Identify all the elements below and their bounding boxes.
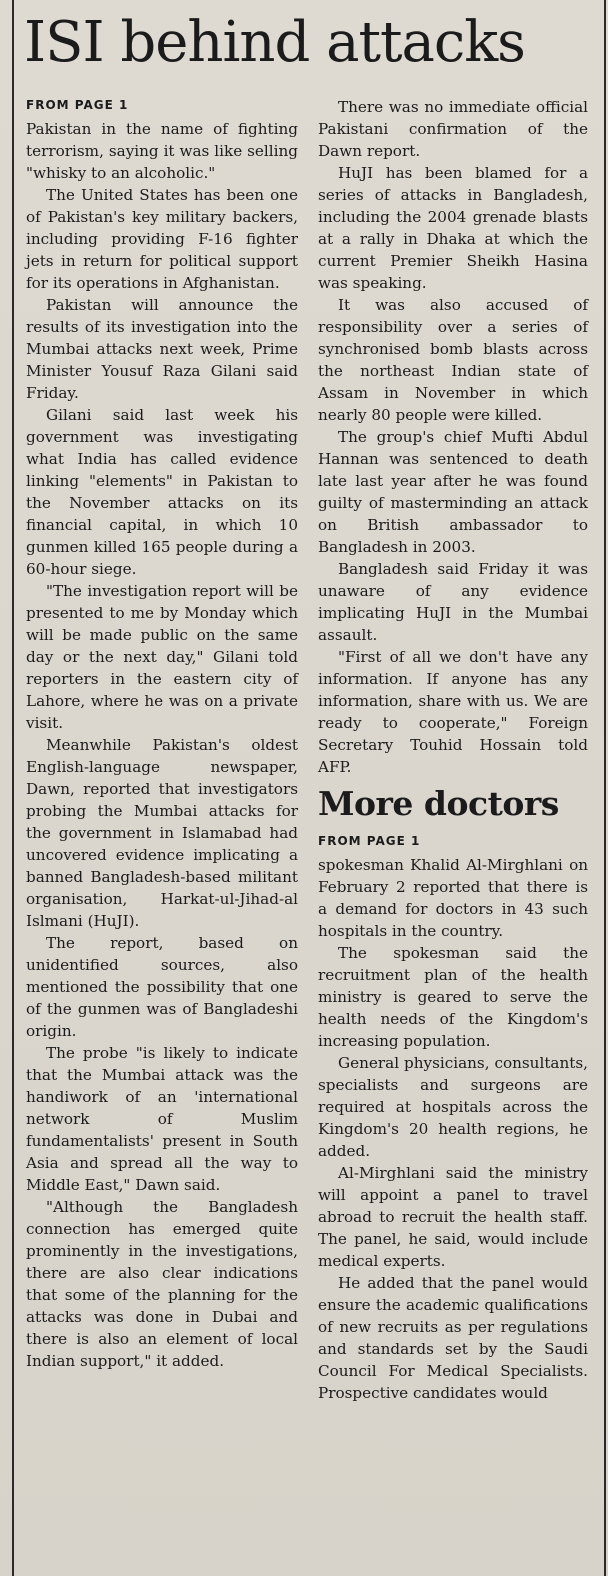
article1-paragraph: The probe "is likely to indicate that the Mumbai attack was the handiwork of an 'international network of Muslim fundamentalists' present in South Asia and spread all the way to Middle East," Dawn said. <box>26 1044 298 1194</box>
article2-paragraph: spokesman Khalid Al-Mirghlani on February 2 reported that there is a demand for doctors in 43 such hospitals in the country. <box>318 856 588 940</box>
headline-more-doctors: More doctors <box>318 784 559 823</box>
article1-paragraph: Pakistan will announce the results of its investigation into the Mumbai attacks next week, Prime Minister Yousuf Raza Gilani said Friday. <box>26 296 298 402</box>
article1-paragraph: "First of all we don't have any information. If anyone has any information, share with us. We are ready to cooperate," Foreign Secretary Touhid Hossain told AFP. <box>318 648 588 776</box>
article1-paragraph: The United States has been one of Pakistan's key military backers, including providing F-16 fighter jets in return for political support for its operations in Afghanistan. <box>26 186 298 292</box>
article1-paragraph: Gilani said last week his government was investigating what India has called evidence linking "elements" in Pakistan to the November attacks on its financial capital, in which 10 gunmen killed 165 people during a 60-hour siege. <box>26 406 298 578</box>
article2-kicker: FROM PAGE 1 <box>318 834 421 848</box>
column-rule-left <box>12 0 14 1576</box>
article1-paragraph: The group's chief Mufti Abdul Hannan was sentenced to death late last year after he was found guilty of masterminding an attack on British ambassador to Bangladesh in 2003. <box>318 428 588 556</box>
article2-paragraph: General physicians, consultants, specialists and surgeons are required at hospitals across the Kingdom's 20 health regions, he added. <box>318 1054 588 1160</box>
article1-paragraph: "The investigation report will be presented to me by Monday which will be made public on the same day or the next day," Gilani told reporters in the eastern city of Lahore, where he was on a private visit. <box>26 582 298 732</box>
article1-kicker: FROM PAGE 1 <box>26 98 129 112</box>
article2-paragraph: The spokesman said the recruitment plan of the health ministry is geared to serve the health needs of the Kingdom's increasing population. <box>318 944 588 1050</box>
article1-paragraph: The report, based on unidentified sources, also mentioned the possibility that one of the gunmen was of Bangladeshi origin. <box>26 934 298 1040</box>
article1-paragraph: HuJI has been blamed for a series of attacks in Bangladesh, including the 2004 grenade blasts at a rally in Dhaka at which the current Premier Sheikh Hasina was speaking. <box>318 164 588 292</box>
article1-column-right <box>318 96 588 1404</box>
article1-column-left <box>26 96 298 1372</box>
article2-paragraph: He added that the panel would ensure the academic qualifications of new recruits as per regulations and standards set by the Saudi Council For Medical Specialists. Prospective candidates would <box>318 1274 588 1402</box>
article1-paragraph: Bangladesh said Friday it was unaware of any evidence implicating HuJI in the Mumbai assault. <box>318 560 588 644</box>
article1-paragraph: Meanwhile Pakistan's oldest English-language newspaper, Dawn, reported that investigators probing the Mumbai attacks for the government in Islamabad had uncovered evidence implicating a banned Bangladesh-based militant organisation, Harkat-ul-Jihad-al Islmani (HuJI). <box>26 736 298 930</box>
article1-paragraph: There was no immediate official Pakistani confirmation of the Dawn report. <box>318 98 588 160</box>
article1-paragraph: It was also accused of responsibility over a series of synchronised bomb blasts across the northeast Indian state of Assam in November in which nearly 80 people were killed. <box>318 296 588 424</box>
article1-paragraph: "Although the Bangladesh connection has emerged quite prominently in the investigations, there are also clear indications that some of the planning for the attacks was done in Dubai and there is also an element of local Indian support," it added. <box>26 1198 298 1370</box>
column-rule-right <box>604 0 606 1576</box>
headline-isi-behind-attacks: ISI behind attacks <box>24 10 525 75</box>
article1-paragraph: Pakistan in the name of fighting terrorism, saying it was like selling "whisky to an alcoholic." <box>26 120 298 182</box>
article2-paragraph: Al-Mirghlani said the ministry will appoint a panel to travel abroad to recruit the health staff. The panel, he said, would include medical experts. <box>318 1164 588 1270</box>
